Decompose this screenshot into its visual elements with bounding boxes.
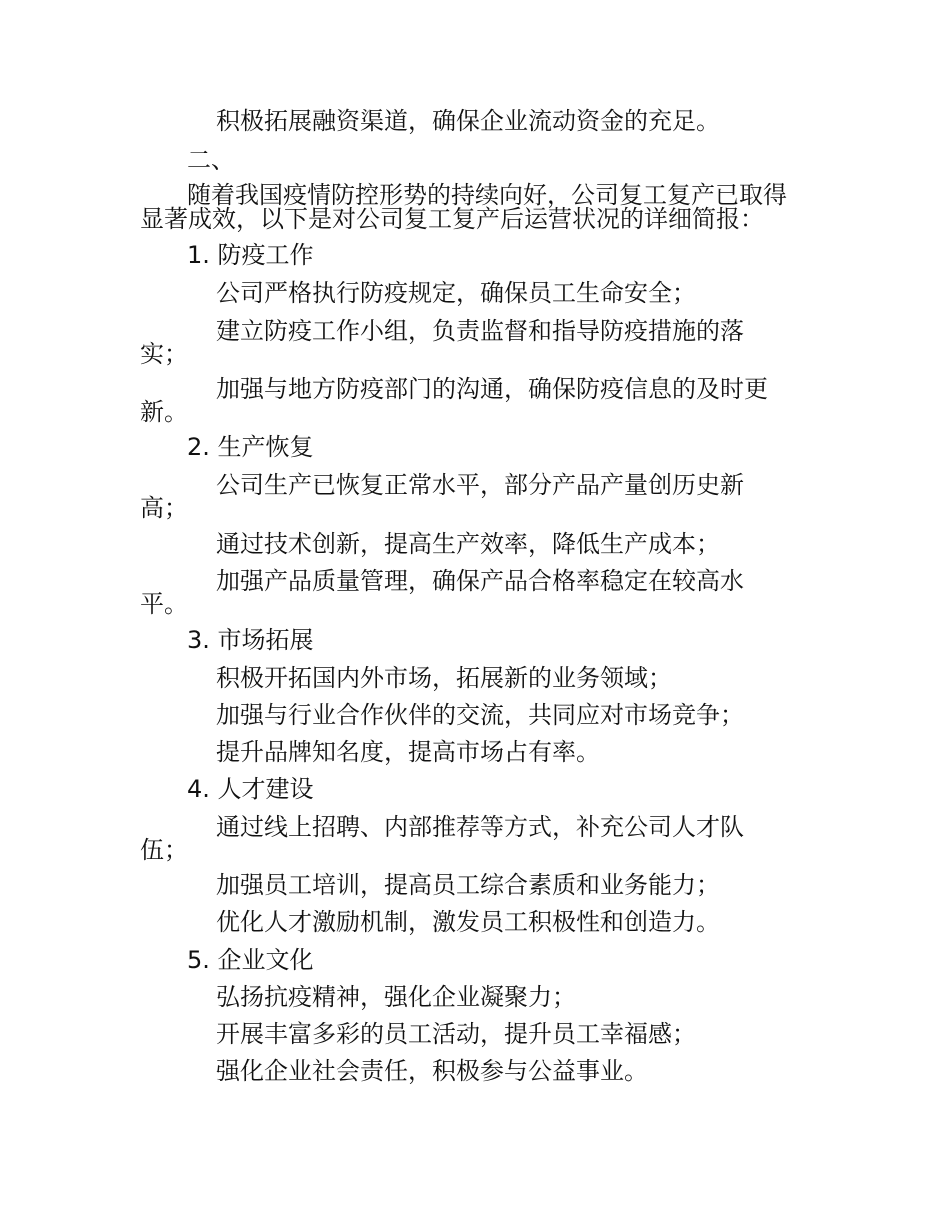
list-item: 建立防疫工作小组，负责监督和指导防疫措施的落 xyxy=(216,317,744,345)
list-item: 加强员工培训，提高员工综合素质和业务能力； xyxy=(216,871,720,899)
list-item: 通过线上招聘、内部推荐等方式，补充公司人才队 xyxy=(216,813,744,841)
list-item: 加强与地方防疫部门的沟通，确保防疫信息的及时更 xyxy=(216,375,768,403)
list-item: 弘扬抗疫精神，强化企业凝聚力； xyxy=(216,983,576,1011)
list-item: 加强与行业合作伙伴的交流，共同应对市场竞争； xyxy=(216,701,744,729)
list-item: 提升品牌知名度，提高市场占有率。 xyxy=(216,738,600,766)
section-heading-1: 1. 防疫工作 xyxy=(187,241,314,269)
intro-prev-line: 积极拓展融资渠道，确保企业流动资金的充足。 xyxy=(216,107,720,135)
intro-paragraph-line-2: 显著成效，以下是对公司复工复产后运营状况的详细简报： xyxy=(140,205,764,233)
list-item: 优化人才激励机制，激发员工积极性和创造力。 xyxy=(216,908,720,936)
list-item: 公司生产已恢复正常水平，部分产品产量创历史新 xyxy=(216,471,744,499)
list-item-wrap: 平。 xyxy=(140,590,188,618)
section-heading-2: 2. 生产恢复 xyxy=(187,433,314,461)
list-item: 强化企业社会责任，积极参与公益事业。 xyxy=(216,1057,648,1085)
list-item: 通过技术创新，提高生产效率，降低生产成本； xyxy=(216,530,720,558)
list-item: 积极开拓国内外市场，拓展新的业务领域； xyxy=(216,664,672,692)
list-item: 公司严格执行防疫规定，确保员工生命安全； xyxy=(216,279,696,307)
section-heading-4: 4. 人才建设 xyxy=(187,775,314,803)
section-heading-3: 3. 市场拓展 xyxy=(187,626,314,654)
section-heading-5: 5. 企业文化 xyxy=(187,946,314,974)
section-marker: 二、 xyxy=(187,146,235,174)
intro-paragraph-line-1: 随着我国疫情防控形势的持续向好，公司复工复产已取得 xyxy=(187,181,787,209)
list-item-wrap: 新。 xyxy=(140,398,188,426)
list-item: 开展丰富多彩的员工活动，提升员工幸福感； xyxy=(216,1020,696,1048)
list-item-wrap: 高； xyxy=(140,494,188,522)
list-item-wrap: 伍； xyxy=(140,836,188,864)
list-item: 加强产品质量管理，确保产品合格率稳定在较高水 xyxy=(216,567,744,595)
list-item-wrap: 实； xyxy=(140,340,188,368)
